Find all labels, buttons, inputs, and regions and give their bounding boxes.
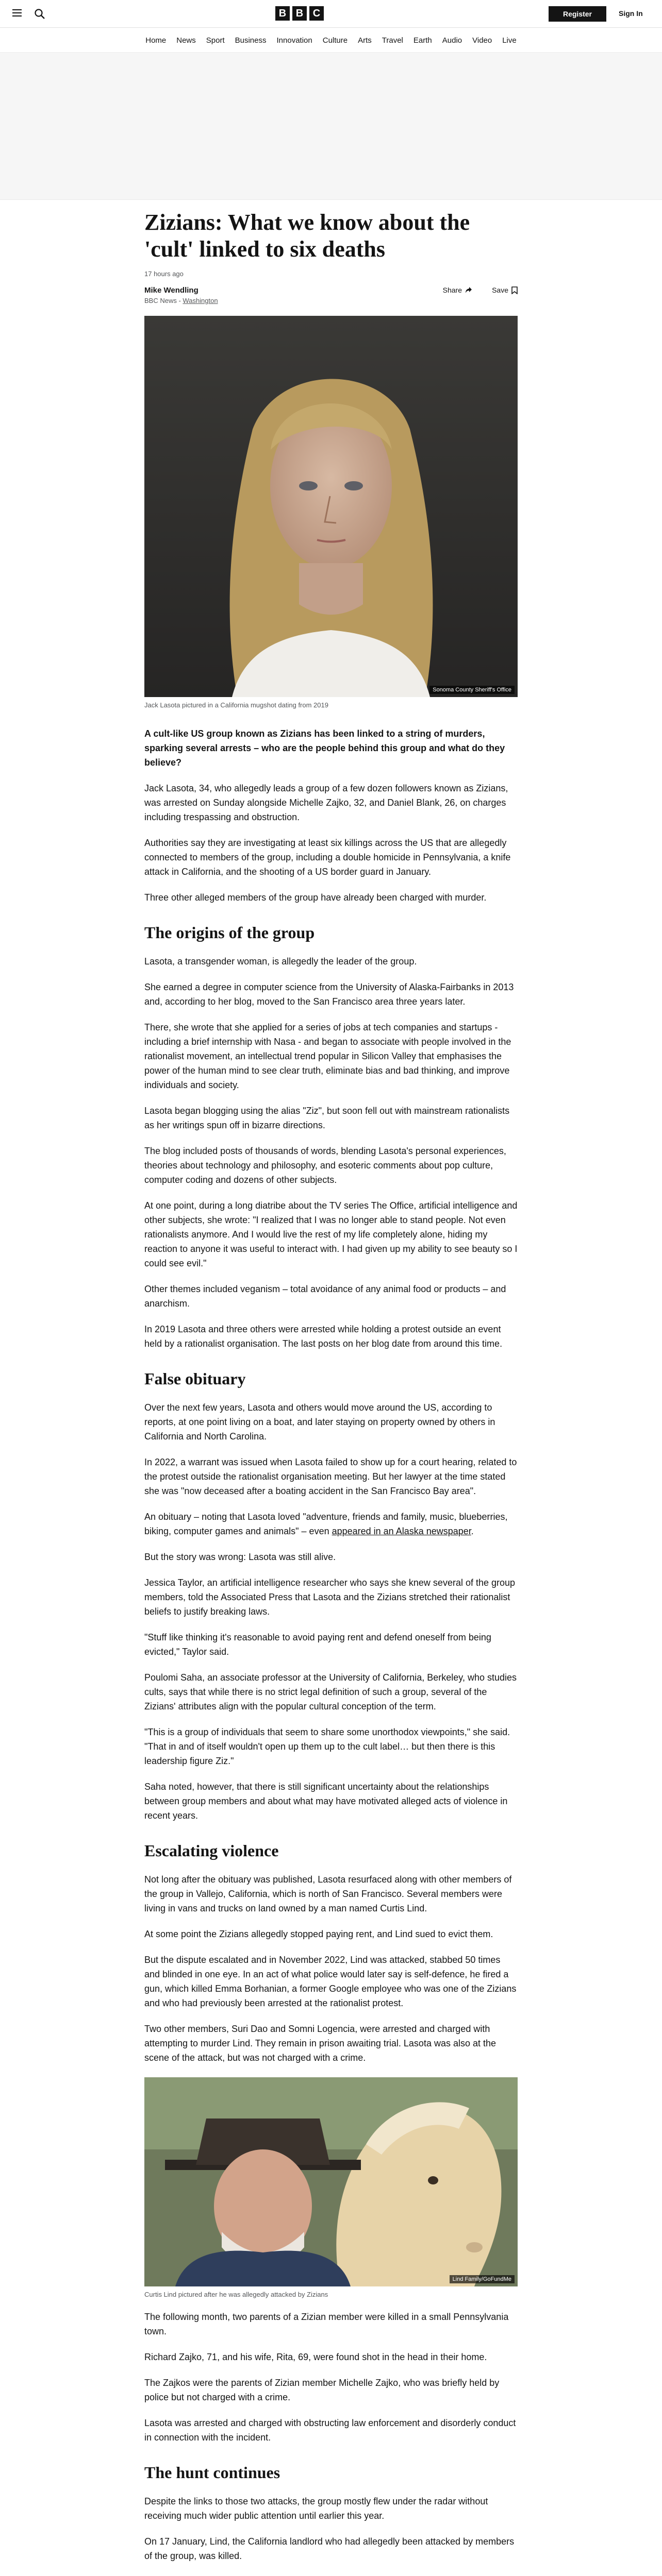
paragraph: On 17 January, Lind, the California landlord who had allegedly been attacked by members of the group, was killed.	[144, 2536, 515, 2561]
paragraph: In 2022, a warrant was issued when Lasota failed to show up for a court hearing, related to the protest outside the rationalist organisation meeting. But her lawyer at the time stated she was "now deceased after a boating accident in the San Francisco Bay area".	[144, 1457, 517, 1496]
paragraph: Lasota was arrested and charged with obstructing law enforcement and disorderly conduct in connection with the incident.	[144, 2418, 516, 2443]
image-credit: Lind Family/GoFundMe	[450, 2275, 515, 2283]
paragraph: The following month, two parents of a Zizian member were killed in a small Pennsylvania town.	[144, 2312, 509, 2336]
alaska-newspaper-link[interactable]: appeared in an Alaska newspaper	[332, 1526, 471, 1536]
paragraph: She earned a degree in computer science from the University of Alaska-Fairbanks in 2013 and, according to her blog, moved to the San Francisco area three years later.	[144, 982, 514, 1007]
author-role	[144, 297, 518, 304]
nav-item-innovation[interactable]: Innovation	[276, 36, 312, 45]
paragraph: Over the next few years, Lasota and others would move around the US, according to reports, at one point living on a boat, and later staying on property owned by others in California and North Carolina.	[144, 1402, 495, 1442]
paragraph: Jessica Taylor, an artificial intelligence researcher who says she knew several of the group members, told the Associated Press that Lasota and the Zizians stretched their rationalist beliefs to justify breaking laws.	[144, 1578, 516, 1617]
image-credit: Sonoma County Sheriff's Office	[429, 686, 515, 694]
byline	[144, 286, 518, 311]
section-heading: False obituary	[144, 1369, 246, 1388]
section-heading: The hunt continues	[144, 2463, 280, 2482]
section-heading: Escalating violence	[144, 1841, 279, 1860]
paragraph: Two other members, Suri Dao and Somni Logencia, were arrested and charged with attempting to murder Lind. They remain in prison awaiting trial. Lasota was also at the scene of the attack, but was not charged with a crime.	[144, 2024, 496, 2063]
article-headline: Zizians: What we know about the 'cult' linked to six deaths	[144, 210, 470, 262]
paragraph: Authorities say they are investigating at least six killings across the US that are allegedly connected to members of the group, including a double homicide in Pennsylvania, a knife attack in California, and the shooting of a US border guard in January.	[144, 838, 511, 877]
nav-item-earth[interactable]: Earth	[413, 36, 432, 45]
paragraph: The Zajkos were the parents of Zizian member Michelle Zajko, who was briefly held by police but not charged with a crime.	[144, 2378, 500, 2402]
article-lede: A cult-like US group known as Zizians has been linked to a string of murders, sparking several arrests – who are the people behind this group and what do they believe?	[144, 728, 505, 768]
paragraph: Lasota, a transgender woman, is allegedly the leader of the group.	[144, 956, 417, 967]
author-separator: -	[176, 297, 183, 304]
article-timestamp: 17 hours ago	[144, 270, 184, 278]
nav-item-travel[interactable]: Travel	[382, 36, 403, 45]
paragraph-text: .	[471, 1526, 474, 1536]
paragraph: "Stuff like thinking it's reasonable to avoid paying rent and defend oneself from being evicted," Taylor said.	[144, 1632, 491, 1657]
top-bar	[0, 0, 662, 28]
article	[144, 200, 518, 2576]
paragraph: Three other alleged members of the group have already been charged with murder.	[144, 892, 487, 903]
logo-block: C	[309, 6, 324, 21]
bbc-logo[interactable]	[275, 6, 324, 21]
lead-image	[144, 316, 518, 697]
author-org: BBC News	[144, 297, 177, 304]
paragraph: Not long after the obituary was published, Lasota resurfaced along with other members of the group in Vallejo, California, which is north of San Francisco. Several members were living in vans and trucks on land owned by a man named Curtis Lind.	[144, 1874, 512, 1913]
paragraph: There, she wrote that she applied for a series of jobs at tech companies and startups - including a brief internship with Nasa - and began to associate with people involved in the rationalist movement, an intellectual trend popular in Silicon Valley that emphasises the power of the human mind to see clear truth, eliminate bias and bad thinking, and improve individuals and society.	[144, 1022, 511, 1090]
portrait-illustration	[144, 316, 518, 697]
paragraph: Saha noted, however, that there is still significant uncertainty about the relationships between group members and about what may have motivated alleged acts of violence in recent years.	[144, 1782, 508, 1821]
paragraph: The blog included posts of thousands of words, blending Lasota's personal experiences, theories about technology and philosophy, and esoteric comments about pop culture, computer coding and dozens of other subjects.	[144, 1146, 506, 1185]
section-heading: The origins of the group	[144, 923, 315, 942]
paragraph: Richard Zajko, 71, and his wife, Rita, 69, were found shot in the head in their home.	[144, 2352, 487, 2362]
nav-item-video[interactable]: Video	[472, 36, 492, 45]
main-nav	[0, 28, 662, 53]
share-button[interactable]	[443, 286, 472, 294]
lind-image	[144, 2077, 518, 2286]
author-name: Mike Wendling	[144, 286, 198, 295]
register-button[interactable]: Register	[549, 6, 606, 22]
paragraph: Lasota began blogging using the alias "Ziz", but soon fell out with mainstream rationalists as her writings spun off in bizarre directions.	[144, 1106, 510, 1130]
search-icon[interactable]	[34, 8, 45, 20]
nav-item-home[interactable]: Home	[145, 36, 167, 45]
save-label: Save	[492, 286, 508, 294]
paragraph: In 2019 Lasota and three others were arrested while holding a protest outside an event held by a rationalist organisation. The last posts on her blog date from around this time.	[144, 1324, 503, 1349]
nav-item-culture[interactable]: Culture	[322, 36, 348, 45]
paragraph: "This is a group of individuals that seem to share some unorthodox viewpoints," she said. "That in and of itself wouldn't open up them up to the cult label… but then there is this leadership figure Ziz."	[144, 1727, 510, 1766]
nav-item-arts[interactable]: Arts	[358, 36, 372, 45]
logo-block: B	[292, 6, 307, 21]
paragraph-text: An obituary – noting that Lasota loved "adventure, friends and family, music, blueberries, biking, computer games and animals" – even	[144, 1512, 508, 1536]
nav-item-live[interactable]: Live	[502, 36, 517, 45]
paragraph: Poulomi Saha, an associate professor at the University of California, Berkeley, who studies cults, says that while there is no strict legal definition of such a group, several of the Zizians' attributes align with the popular cultural conception of the term.	[144, 1672, 517, 1711]
paragraph: But the dispute escalated and in November 2022, Lind was attacked, stabbed 50 times and blinded in one eye. In an act of what police would later say is self-defence, he fired a gun, which killed Emma Borhanian, a former Google employee who was one of the Zizians and who had previously been arrested at the rationalist protest.	[144, 1955, 517, 2008]
paragraph: At one point, during a long diatribe about the TV series The Office, artificial intelligence and other subjects, she wrote: "I realized that I was no longer able to stand people. Not even rationalists anymore. And I would live the rest of my life completely alone, hiding my reaction to anyone it was useful to interact with. I had given up my ability to see beauty so I could see evil."	[144, 1200, 518, 1268]
nav-item-news[interactable]: News	[176, 36, 196, 45]
image-caption: Curtis Lind pictured after he was allegedly attacked by Zizians	[144, 2291, 328, 2298]
nav-item-business[interactable]: Business	[235, 36, 267, 45]
paragraph: Other themes included veganism – total avoidance of any animal food or products – and anarchism.	[144, 1284, 506, 1309]
logo-block: B	[275, 6, 290, 21]
advertisement-slot	[0, 54, 662, 200]
paragraph: But the story was wrong: Lasota was still alive.	[144, 1552, 336, 1562]
bookmark-icon	[511, 286, 518, 294]
sign-in-link[interactable]: Sign In	[619, 9, 643, 18]
share-icon	[465, 286, 472, 294]
man-with-horse-illustration	[144, 2077, 518, 2286]
paragraph: Despite the links to those two attacks, the group mostly flew under the radar without receiving much wider public attention until earlier this year.	[144, 2496, 488, 2521]
paragraph: At some point the Zizians allegedly stopped paying rent, and Lind sued to evict them.	[144, 1929, 493, 1939]
author-location: Washington	[183, 297, 218, 304]
paragraph: Jack Lasota, 34, who allegedly leads a group of a few dozen followers known as Zizians, was arrested on Sunday alongside Michelle Zajko, 32, and Daniel Blank, 26, on charges including trespassing and obstruction.	[144, 783, 508, 822]
nav-item-sport[interactable]: Sport	[206, 36, 225, 45]
save-button[interactable]	[492, 286, 518, 294]
nav-item-audio[interactable]: Audio	[442, 36, 462, 45]
share-label: Share	[442, 286, 462, 294]
paragraph	[144, 1510, 518, 1538]
image-caption: Jack Lasota pictured in a California mugshot dating from 2019	[144, 701, 328, 709]
menu-icon[interactable]	[12, 9, 22, 16]
